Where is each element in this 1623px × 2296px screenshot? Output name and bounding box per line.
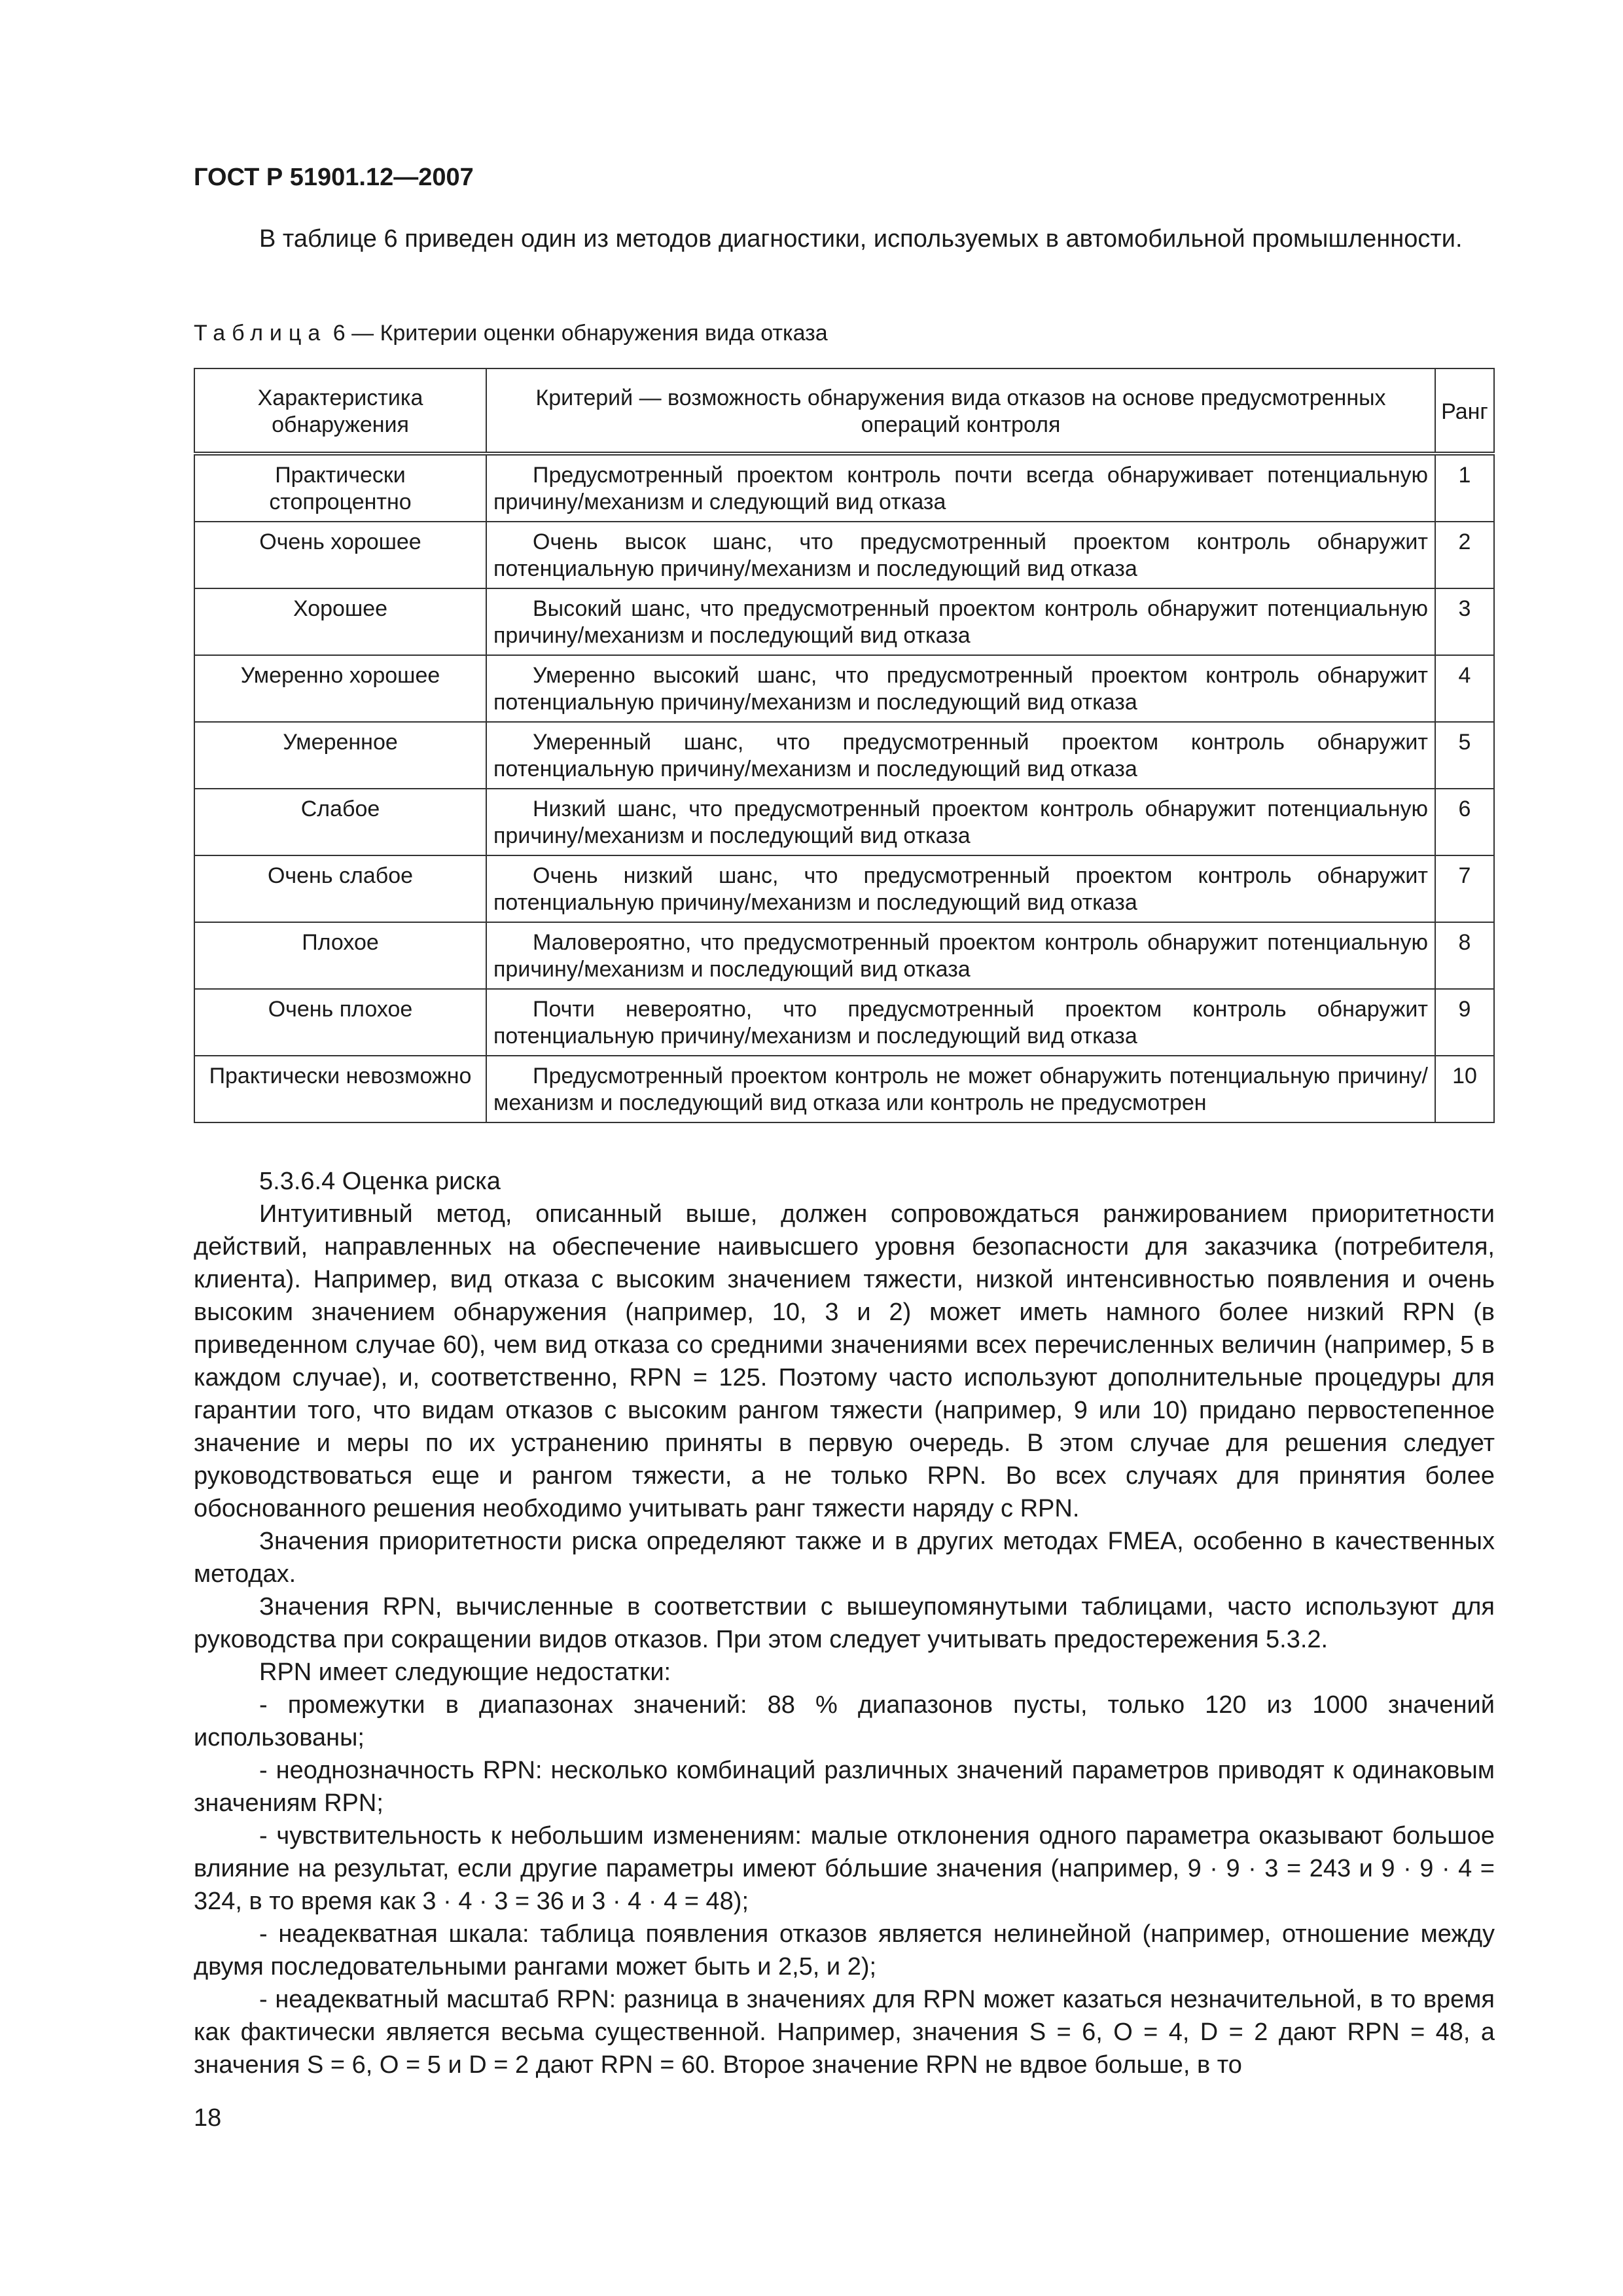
cell-rank: 10 xyxy=(1435,1056,1494,1122)
cell-rank: 6 xyxy=(1435,789,1494,855)
table-row xyxy=(194,522,1494,588)
paragraph: Значения RPN, вычисленные в соответствии с вышеупомянутыми таблицами, часто используют для руководства при сокращении видов отказов. При этом следует учитывать предостережения 5.3.2. xyxy=(194,1593,1495,1653)
intro-paragraph: В таблице 6 приведен один из методов диагностики, используемых в автомобильной промышленности. xyxy=(259,225,1463,253)
table-row xyxy=(194,789,1494,855)
list-item: - промежутки в диапазонах значений: 88 % диапазонов пусты, только 120 из 1000 значений использованы; xyxy=(194,1691,1495,1751)
table-row xyxy=(194,588,1494,655)
cell-characteristic: Очень плохое xyxy=(194,989,486,1056)
cell-rank: 2 xyxy=(1435,522,1494,588)
cell-criterion: Умеренно высокий шанс, что предусмотренный проектом контроль обнаружит потенциальную причину/механизм и последующий вид отказа xyxy=(486,655,1435,722)
cell-criterion: Предусмотренный проектом контроль не может обнаружить потенциальную причину/механизм и последующий вид отказа или контроль не предусмотрен xyxy=(486,1056,1435,1122)
cell-characteristic: Умеренное xyxy=(194,722,486,789)
paragraph: Значения приоритетности риска определяют также и в других методах FMEA, особенно в качественных методах. xyxy=(194,1528,1495,1588)
cell-characteristic: Практически стопроцентно xyxy=(194,454,486,522)
list-item: - чувствительность к небольшим изменениям: малые отклонения одного параметра оказывают большое влияние на результат, если другие параметры имеют бо́льшие значения (например, 9 · 9 · 3 = 243 и 9 · 9 · 4 = 324, в то время как 3 · 4 · 3 = 36 и 3 · 4 · 4 = 48); xyxy=(194,1822,1495,1915)
cell-characteristic: Очень слабое xyxy=(194,855,486,922)
table-row xyxy=(194,454,1494,522)
cell-rank: 5 xyxy=(1435,722,1494,789)
table-row xyxy=(194,989,1494,1056)
cell-characteristic: Хорошее xyxy=(194,588,486,655)
header-rank: Ранг xyxy=(1435,368,1494,454)
caption-text: 6 — Критерии оценки обнаружения вида отказа xyxy=(332,321,828,346)
document-header: ГОСТ Р 51901.12—2007 xyxy=(194,164,474,191)
cell-rank: 9 xyxy=(1435,989,1494,1056)
cell-rank: 8 xyxy=(1435,922,1494,989)
section-heading: 5.3.6.4 Оценка риска xyxy=(259,1168,501,1195)
table-row xyxy=(194,922,1494,989)
section-body xyxy=(194,1165,1495,2081)
cell-criterion: Умеренный шанс, что предусмотренный проектом контроль обнаружит потенциальную причину/механизм и последующий вид отказа xyxy=(486,722,1435,789)
cell-rank: 4 xyxy=(1435,655,1494,722)
cell-rank: 3 xyxy=(1435,588,1494,655)
table-row xyxy=(194,655,1494,722)
cell-characteristic: Плохое xyxy=(194,922,486,989)
cell-criterion: Низкий шанс, что предусмотренный проектом контроль обнаружит потенциальную причину/механизм и последующий вид отказа xyxy=(486,789,1435,855)
cell-rank: 1 xyxy=(1435,454,1494,522)
cell-criterion: Маловероятно, что предусмотренный проектом контроль обнаружит потенциальную причину/механизм и последующий вид отказа xyxy=(486,922,1435,989)
caption-word: Таблица xyxy=(194,321,327,346)
cell-characteristic: Слабое xyxy=(194,789,486,855)
table-row xyxy=(194,1056,1494,1122)
paragraph: Интуитивный метод, описанный выше, должен сопровождаться ранжированием приоритетности действий, направленных на обеспечение наивысшего уровня безопасности для заказчика (потребителя, клиента). Например, вид отказа с высоким значением тяжести, низкой интенсивностью появления и очень высоким значением обнаружения (например, 10, 3 и 2) может иметь намного более низкий RPN (в приведенном случае 60), чем вид отказа со средними значениями всех перечисленных величин (например, 5 в каждом случае), и, соответственно, RPN = 125. Поэтому часто используют дополнительные процедуры для гарантии того, что видам отказов с высоким рангом тяжести (например, 9 или 10) придано первостепенное значение и меры по их устранению приняты в первую очередь. В этом случае для решения следует руководствоваться еще и рангом тяжести, а не только RPN. Во всех случаях для принятия более обоснованного решения необходимо учитывать ранг тяжести наряду с RPN. xyxy=(194,1200,1495,1522)
cell-criterion: Предусмотренный проектом контроль почти всегда обнаруживает потенциальную причину/механизм и следующий вид отказа xyxy=(486,454,1435,522)
paragraph: RPN имеет следующие недостатки: xyxy=(259,1659,671,1686)
cell-rank: 7 xyxy=(1435,855,1494,922)
table-row xyxy=(194,722,1494,789)
cell-criterion: Высокий шанс, что предусмотренный проектом контроль обнаружит потенциальную причину/механизм и последующий вид отказа xyxy=(486,588,1435,655)
cell-characteristic: Очень хорошее xyxy=(194,522,486,588)
table-row xyxy=(194,855,1494,922)
cell-characteristic: Практически невозможно xyxy=(194,1056,486,1122)
list-item: - неадекватный масштаб RPN: разница в значениях для RPN может казаться незначительной, в то время как фактически является весьма существенной. Например, значения S = 6, O = 4, D = 2 дают RPN = 48, а значения S = 6, O = 5 и D = 2 дают RPN = 60. Второе значение RPN не вдвое больше, в то xyxy=(194,1986,1495,2079)
header-characteristic: Характеристика обнаружения xyxy=(194,368,486,454)
list-item: - неадекватная шкала: таблица появления отказов является нелинейной (например, отношение между двумя последовательными рангами может быть и 2,5, и 2); xyxy=(194,1920,1495,1981)
cell-criterion: Очень низкий шанс, что предусмотренный проектом контроль обнаружит потенциальную причину/механизм и последующий вид отказа xyxy=(486,855,1435,922)
cell-criterion: Почти невероятно, что предусмотренный проектом контроль обнаружит потенциальную причину/механизм и последующий вид отказа xyxy=(486,989,1435,1056)
table-caption xyxy=(194,321,828,346)
table-header-row xyxy=(194,368,1494,454)
header-criterion: Критерий — возможность обнаружения вида отказов на основе предусмотренных операций контроля xyxy=(486,368,1435,454)
detection-criteria-table xyxy=(194,368,1495,1123)
page-number: 18 xyxy=(194,2104,222,2132)
list-item: - неоднозначность RPN: несколько комбинаций различных значений параметров приводят к одинаковым значениям RPN; xyxy=(194,1757,1495,1817)
cell-criterion: Очень высок шанс, что предусмотренный проектом контроль обнаружит потенциальную причину/механизм и последующий вид отказа xyxy=(486,522,1435,588)
cell-characteristic: Умеренно хорошее xyxy=(194,655,486,722)
